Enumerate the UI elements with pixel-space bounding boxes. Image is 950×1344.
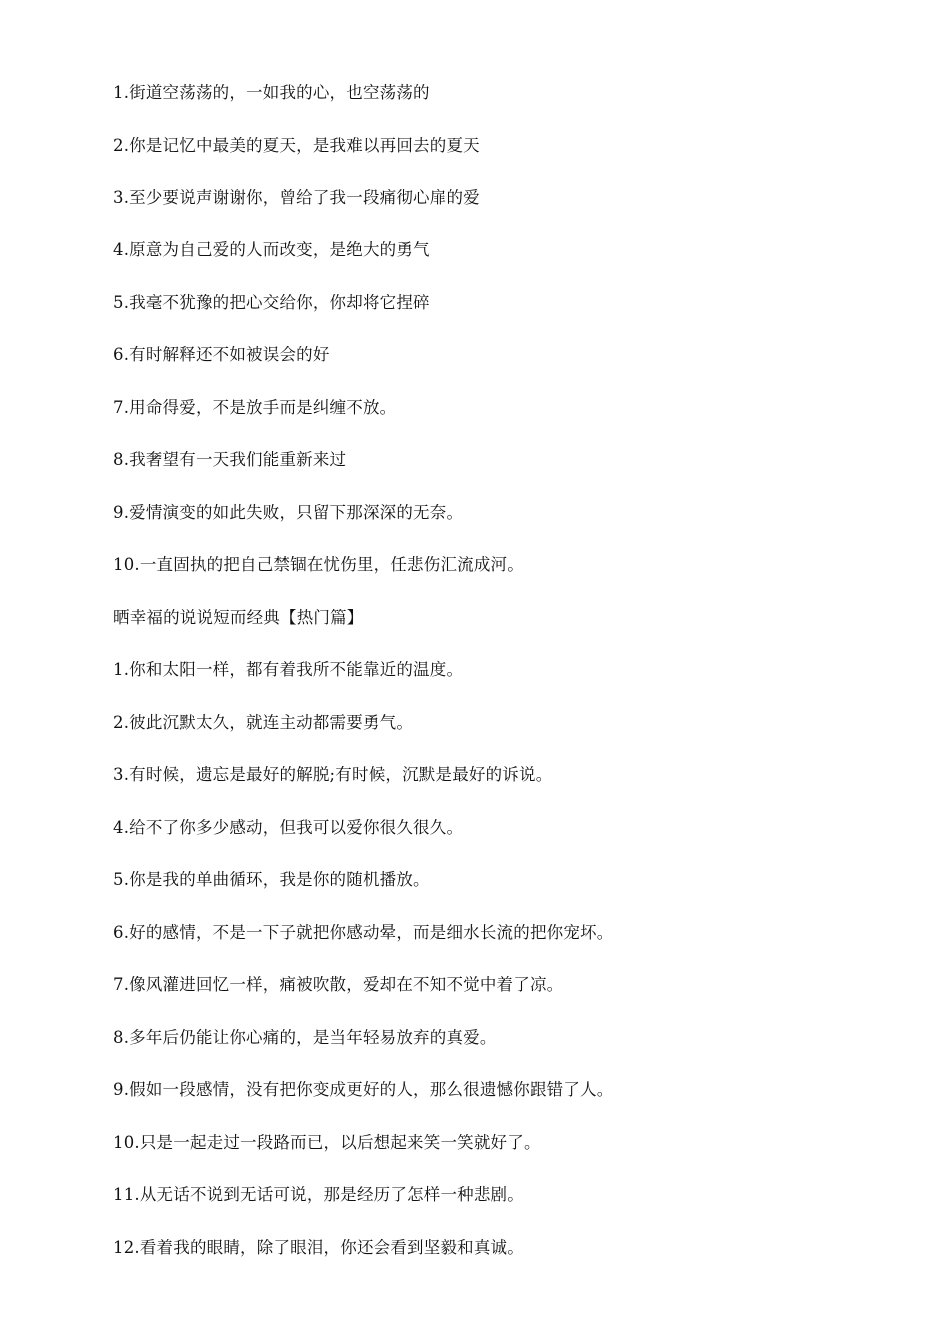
list-item: 3.至少要说声谢谢你，曾给了我一段痛彻心扉的爱 (113, 188, 480, 207)
list-item: 6.有时解释还不如被误会的好 (113, 345, 330, 364)
list-item: 4.给不了你多少感动，但我可以爱你很久很久。 (113, 818, 464, 837)
section-heading: 晒幸福的说说短而经典【热门篇】 (113, 608, 364, 627)
list-item: 4.原意为自己爱的人而改变，是绝大的勇气 (113, 240, 430, 259)
list-item: 8.我奢望有一天我们能重新来过 (113, 450, 347, 469)
list-item: 7.用命得爱，不是放手而是纠缠不放。 (113, 398, 397, 417)
list-item: 10.一直固执的把自己禁锢在忧伤里，任悲伤汇流成河。 (113, 555, 524, 574)
list-item: 10.只是一起走过一段路而已，以后想起来笑一笑就好了。 (113, 1133, 541, 1152)
list-item: 1.街道空荡荡的，一如我的心，也空荡荡的 (113, 83, 430, 102)
list-item: 3.有时候，遗忘是最好的解脱;有时候，沉默是最好的诉说。 (113, 765, 553, 784)
list-item: 7.像风灌进回忆一样，痛被吹散，爱却在不知不觉中着了凉。 (113, 975, 564, 994)
list-item: 5.你是我的单曲循环，我是你的随机播放。 (113, 870, 430, 889)
list-item: 9.爱情演变的如此失败，只留下那深深的无奈。 (113, 503, 464, 522)
list-item: 8.多年后仍能让你心痛的，是当年轻易放弃的真爱。 (113, 1028, 497, 1047)
list-item: 11.从无话不说到无话可说，那是经历了怎样一种悲剧。 (113, 1185, 524, 1204)
list-item: 2.你是记忆中最美的夏天，是我难以再回去的夏天 (113, 136, 480, 155)
list-item: 6.好的感情，不是一下子就把你感动晕，而是细水长流的把你宠坏。 (113, 923, 614, 942)
list-item: 5.我毫不犹豫的把心交给你，你却将它捏碎 (113, 293, 430, 312)
list-item: 9.假如一段感情，没有把你变成更好的人，那么很遗憾你跟错了人。 (113, 1080, 614, 1099)
list-item: 12.看着我的眼睛，除了眼泪，你还会看到坚毅和真诚。 (113, 1238, 524, 1257)
list-item: 1.你和太阳一样，都有着我所不能靠近的温度。 (113, 660, 464, 679)
list-item: 2.彼此沉默太久，就连主动都需要勇气。 (113, 713, 414, 732)
